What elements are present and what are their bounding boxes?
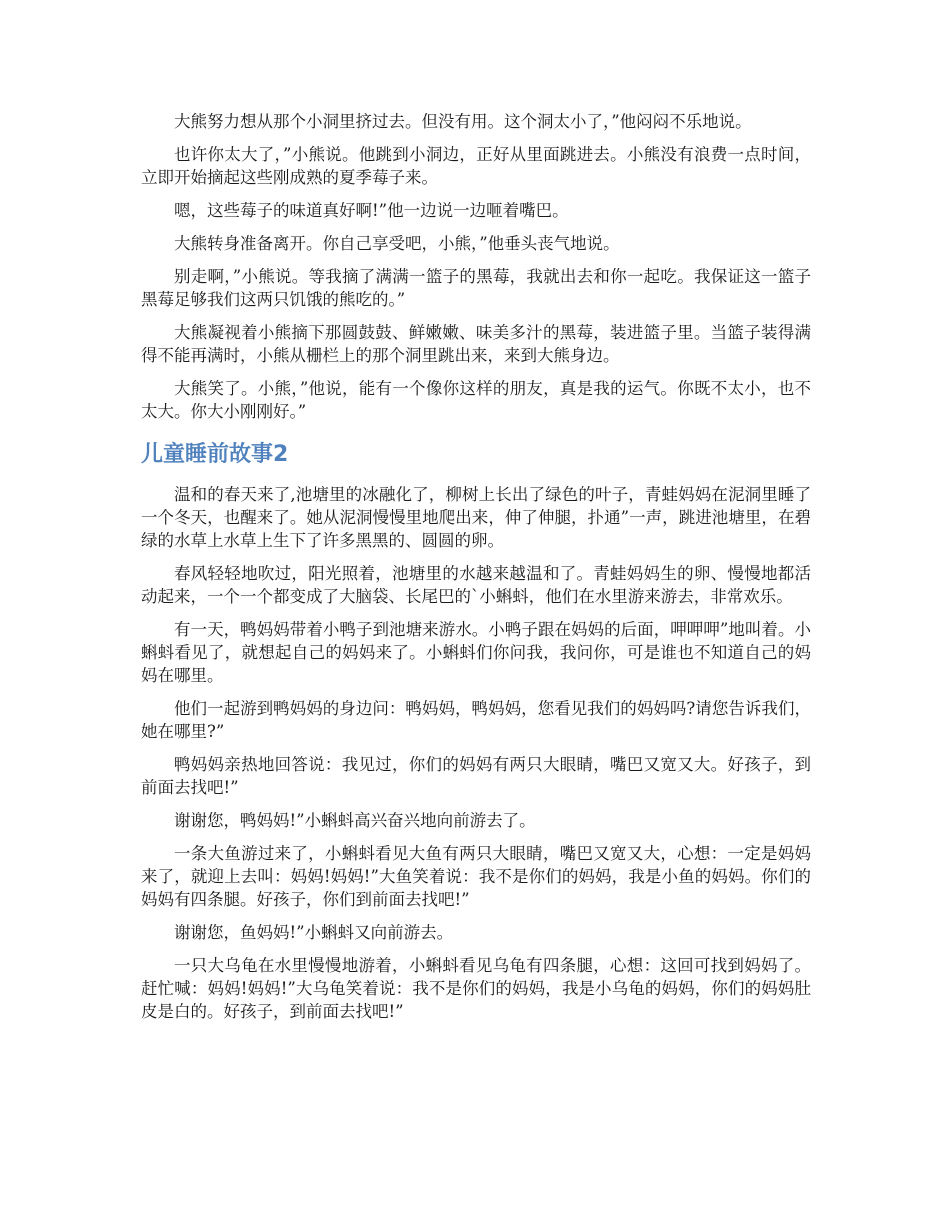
paragraph: 温和的春天来了,池塘里的冰融化了，柳树上长出了绿色的叶子，青蛙妈妈在泥洞里睡了一个冬天，也醒来了。她从泥洞慢慢里地爬出来，伸了伸腿，扑通”一声，跳进池塘里，在碧绿的水草上水草上生下了许多黑黑的、圆圆的卵。 <box>141 485 811 550</box>
paragraph: 大熊凝视着小熊摘下那圆鼓鼓、鲜嫩嫩、味美多汁的黑莓，装进篮子里。当篮子装得满得不能再满时，小熊从栅栏上的那个洞里跳出来，来到大熊身边。 <box>141 323 811 365</box>
document-body <box>141 110 811 1033</box>
paragraph: 也许你太大了，”小熊说。他跳到小洞边，正好从里面跳进去。小熊没有浪费一点时间，立即开始摘起这些刚成熟的夏季莓子来。 <box>141 145 811 187</box>
paragraph: 谢谢您，鱼妈妈!”小蝌蚪又向前游去。 <box>174 923 454 942</box>
paragraph: 别走啊，”小熊说。等我摘了满满一篮子的黑莓，我就出去和你一起吃。我保证这一篮子黑莓足够我们这两只饥饿的熊吃的。” <box>141 267 811 309</box>
paragraph: 他们一起游到鸭妈妈的身边问：鸭妈妈，鸭妈妈，您看见我们的妈妈吗?请您告诉我们，她在哪里?” <box>141 699 811 741</box>
paragraph: 有一天，鸭妈妈带着小鸭子到池塘来游水。小鸭子跟在妈妈的后面，呷呷呷”地叫着。小蝌蚪看见了，就想起自己的妈妈来了。小蝌蚪们你问我，我问你，可是谁也不知道自己的妈妈在哪里。 <box>141 620 811 685</box>
paragraph: 大熊转身准备离开。你自己享受吧，小熊，”他垂头丧气地说。 <box>174 234 620 253</box>
paragraph: 谢谢您，鸭妈妈!”小蝌蚪高兴奋兴地向前游去了。 <box>174 811 536 830</box>
paragraph: 一条大鱼游过来了，小蝌蚪看见大鱼有两只大眼睛，嘴巴又宽又大，心想：一定是妈妈来了，就迎上去叫：妈妈!妈妈!”大鱼笑着说：我不是你们的妈妈，我是小鱼的妈妈。你们的妈妈有四条腿。好孩子，你们到前面去找吧!” <box>141 844 811 909</box>
paragraph: 一只大乌龟在水里慢慢地游着，小蝌蚪看见乌龟有四条腿，心想：这回可找到妈妈了。赶忙喊：妈妈!妈妈!”大乌龟笑着说：我不是你们的妈妈，我是小乌龟的妈妈，你们的妈妈肚皮是白的。好孩子，到前面去找吧!” <box>141 956 811 1021</box>
paragraph: 嗯，这些莓子的味道真好啊!”他一边说一边咂着嘴巴。 <box>174 201 569 220</box>
paragraph: 春风轻轻地吹过，阳光照着，池塘里的水越来越温和了。青蛙妈妈生的卵、慢慢地都活动起来，一个一个都变成了大脑袋、长尾巴的`小蝌蚪，他们在水里游来游去，非常欢乐。 <box>141 564 811 606</box>
paragraph: 鸭妈妈亲热地回答说：我见过，你们的妈妈有两只大眼睛，嘴巴又宽又大。好孩子，到前面去找吧!” <box>141 755 811 797</box>
paragraph: 大熊努力想从那个小洞里挤过去。但没有用。这个洞太小了，”他闷闷不乐地说。 <box>174 112 752 131</box>
paragraph: 大熊笑了。小熊，”他说，能有一个像你这样的朋友，真是我的运气。你既不太小，也不太大。你大小刚刚好。” <box>141 379 811 421</box>
section-heading: 儿童睡前故事2 <box>141 442 289 467</box>
